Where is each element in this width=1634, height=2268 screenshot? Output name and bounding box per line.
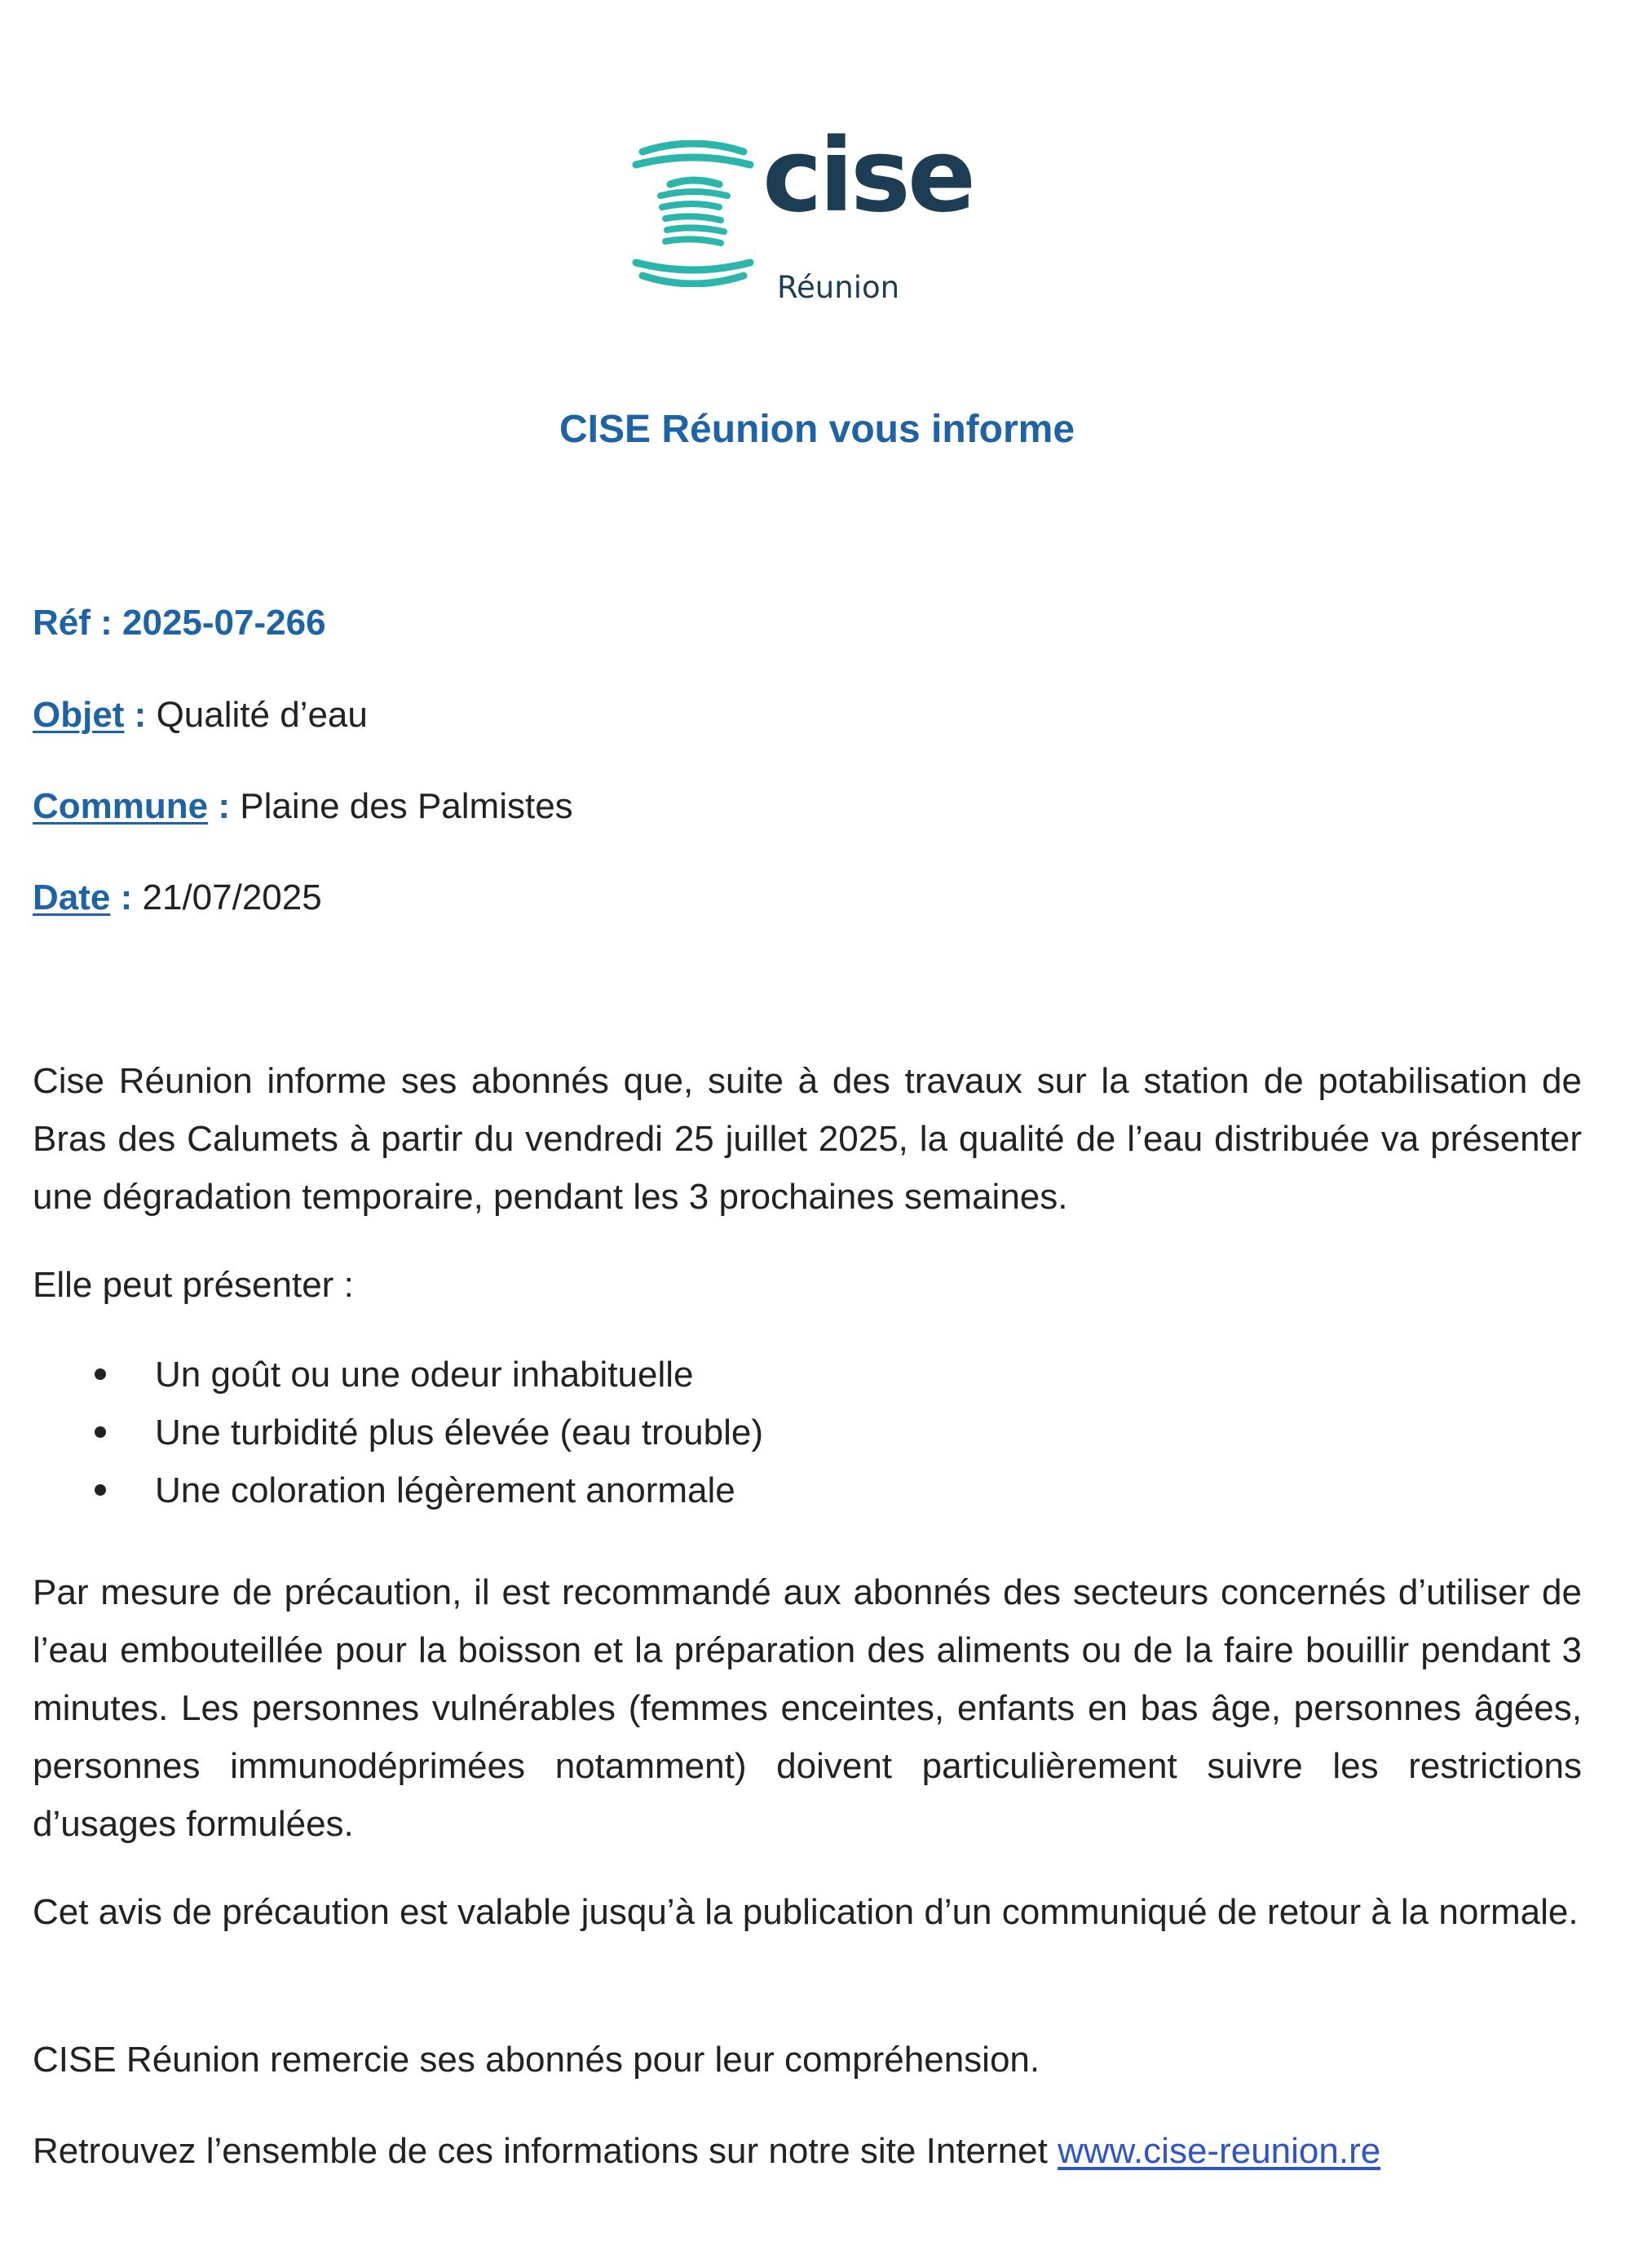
date-value: 21/07/2025 (142, 878, 322, 917)
website-link[interactable]: www.cise-reunion.re (1058, 2131, 1381, 2171)
objet-separator: : (124, 695, 147, 735)
symptoms-list (33, 1346, 763, 1519)
list-item (33, 1461, 763, 1519)
commune-label: Commune (33, 786, 209, 826)
list-item (33, 1346, 763, 1404)
objet-line (33, 694, 368, 737)
paragraph-symptoms-intro: Elle peut présenter : (33, 1265, 354, 1305)
paragraph-validity: Cet avis de précaution est valable jusqu’à la publication d’un communiqué de retour à la normale. (33, 1892, 1579, 1932)
paragraph-website (33, 2122, 1582, 2180)
list-item (33, 1404, 763, 1461)
page-title: CISE Réunion vous informe (559, 408, 1075, 451)
logo-wordmark: cise (762, 117, 973, 235)
cise-logo (628, 117, 987, 328)
commune-line (33, 785, 573, 829)
paragraph-thanks: CISE Réunion remercie ses abonnés pour leur compréhension. (33, 2040, 1040, 2080)
reference-line (33, 602, 326, 645)
bullet-icon (95, 1426, 106, 1438)
objet-label: Objet (33, 695, 125, 735)
list-item-text: Une turbidité plus élevée (eau trouble) (155, 1413, 764, 1452)
objet-value: Qualité d’eau (156, 695, 368, 735)
commune-separator: : (208, 786, 231, 826)
reference-label: Réf : 2025-07-266 (33, 603, 326, 643)
logo-subtitle: Réunion (777, 270, 900, 305)
date-line (33, 877, 322, 920)
bullet-icon (95, 1484, 106, 1496)
website-text: Retrouvez l’ensemble de ces informations sur notre site Internet (33, 2131, 1058, 2171)
commune-value: Plaine des Palmistes (240, 786, 573, 826)
date-separator: : (110, 878, 133, 917)
paragraph-intro: Cise Réunion informe ses abonnés que, suite à des travaux sur la station de potabilisation de Bras des Calumets à partir du vendredi 25 juillet 2025, la qualité de l’eau distribuée va présenter une dégradation temporaire, pendant les 3 prochaines semaines. (33, 1061, 1582, 1217)
list-item-text: Un goût ou une odeur inhabituelle (155, 1355, 694, 1395)
bullet-icon (95, 1368, 106, 1380)
list-item-text: Une coloration légèrement anormale (155, 1470, 735, 1510)
water-waves-logo-icon (628, 140, 758, 287)
date-label: Date (33, 878, 111, 917)
paragraph-precaution: Par mesure de précaution, il est recommandé aux abonnés des secteurs concernés d’utiliser de l’eau embouteillée pour la boisson et la préparation des aliments ou de la faire bouillir pendant 3 minutes. Les personnes vulnérables (femmes enceintes, enfants en bas âge, personnes âgées, personnes immunodéprimées notamment) doivent particulièrement suivre les restrictions d’usages formulées. (33, 1572, 1582, 1844)
